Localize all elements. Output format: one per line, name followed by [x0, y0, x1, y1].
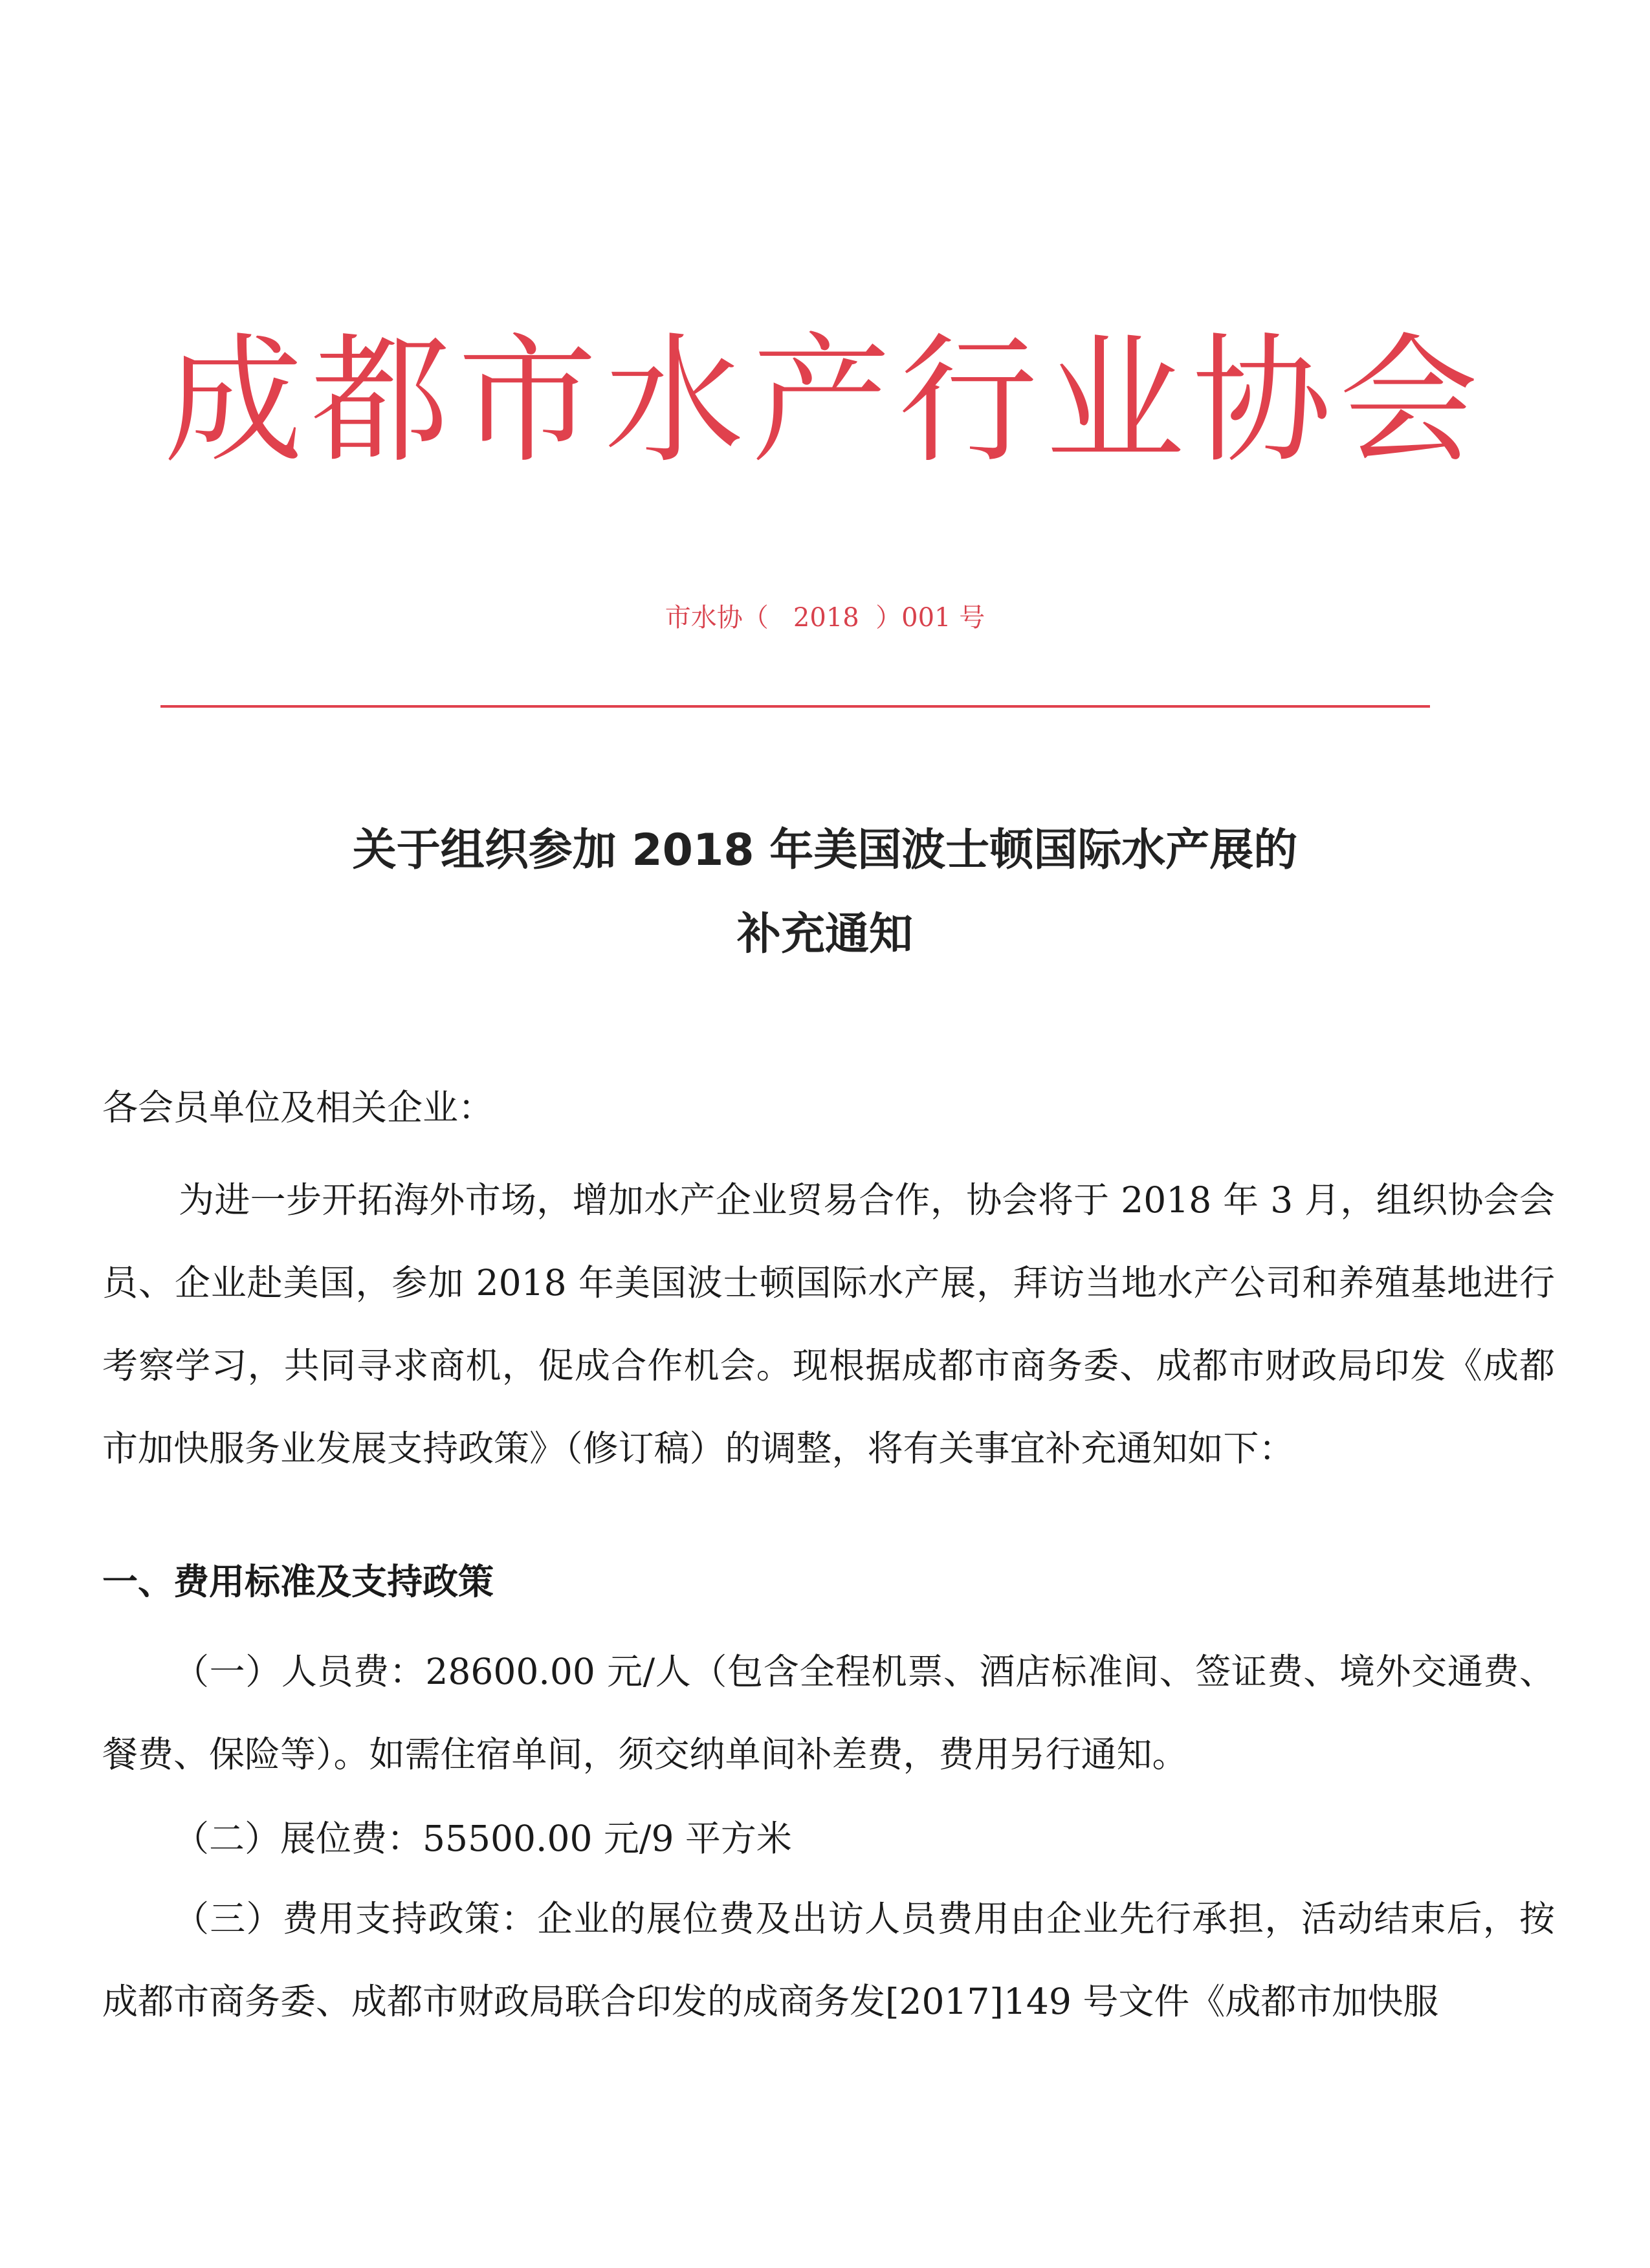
item-personnel-fee: （一）人员费：28600.00 元/人（包含全程机票、酒店标准间、签证费、境外交通费、餐费、保险等）。如需住宿单间，须交纳单间补差费，费用另行通知。 — [102, 1651, 1555, 1775]
organization-letterhead: 成都市水产行业协会 — [164, 320, 1486, 482]
document-title-line-2: 补充通知 — [736, 909, 913, 960]
intro-paragraph: 为进一步开拓海外市场，增加水产企业贸易合作，协会将于 2018 年 3 月，组织协会会员、企业赴美国，参加 2018 年美国波士顿国际水产展，拜访当地水产公司和养殖基地进行考察学习，共同寻求商机，促成合作机会。现根据成都市商务委、成都市财政局印发《成都市加快服务业发展支持政策》（修订稿）的调整，将有关事宜补充通知如下： — [102, 1179, 1555, 1469]
document-number: 市水协（ 2018 ）001 号 — [665, 603, 985, 633]
item-booth-fee: （二）展位费：55500.00 元/9 平方米 — [173, 1818, 792, 1859]
item-support-policy: （三）费用支持政策：企业的展位费及出访人员费用由企业先行承担，活动结束后，按成都市商务委、成都市财政局联合印发的成商务发[2017]149 号文件《成都市加快服 — [102, 1898, 1555, 2022]
header-divider — [160, 705, 1430, 708]
section-heading-fees: 一、费用标准及支持政策 — [102, 1561, 494, 1602]
document-title-line-1: 关于组织参加 2018 年美国波士顿国际水产展的 — [352, 825, 1298, 876]
salutation: 各会员单位及相关企业： — [102, 1087, 494, 1128]
